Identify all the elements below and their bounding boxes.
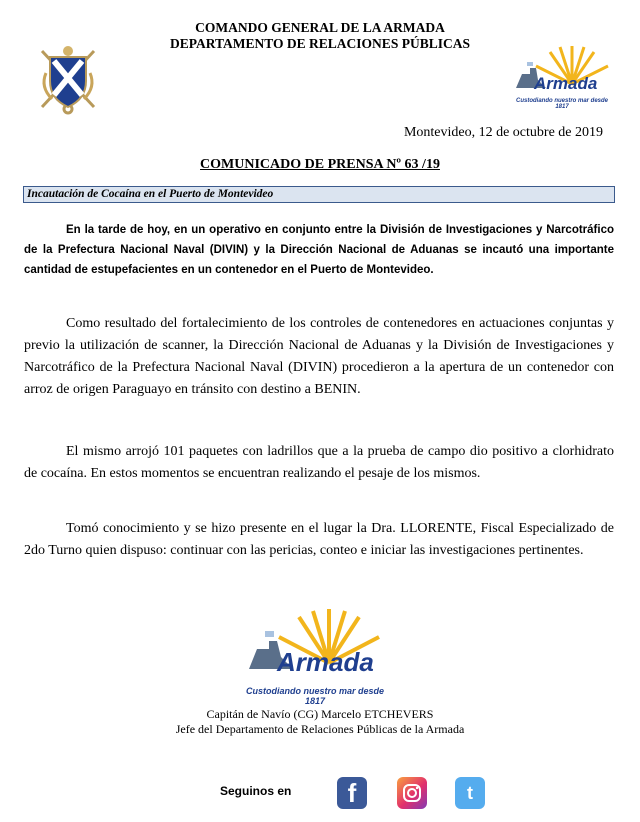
signatory-title: Jefe del Departamento de Relaciones Públicas de la Armada	[175, 722, 465, 736]
signatory-name: Capitán de Navío (CG) Marcelo ETCHEVERS	[206, 707, 434, 721]
facebook-glyph: f	[347, 777, 357, 808]
subject-banner: Incautación de Cocaína en el Puerto de Montevideo	[23, 186, 615, 203]
body-paragraph-4-text: Tomó conocimiento y se hizo presente en el lugar la Dra. LLORENTE, Fiscal Especializado de 2do Turno quien dispuso: continuar con las pericias, conteo e iniciar las investigaciones pertinentes.	[24, 521, 614, 558]
naval-crest-logo	[32, 43, 104, 115]
body-paragraph-2	[24, 313, 614, 401]
body-paragraph-2-text: Como resultado del fortalecimiento de los controles de contenedores en actuaciones conjuntas y previo la utilización de scanner, la Dirección Nacional de Aduanas y la División de Investigaciones y Narcotráfico de la Prefectura Nacional Naval (DIVIN) procedieron a la apertura de un contenedor con arroz de origen Paraguayo en tránsito con destino a BENIN.	[24, 316, 614, 397]
armada-wordmark: Armada	[534, 74, 598, 93]
document-date: Montevideo, 12 de octubre de 2019	[403, 125, 603, 140]
lead-paragraph	[24, 220, 614, 280]
body-paragraph-4	[24, 518, 614, 562]
body-paragraph-3-text: El mismo arrojó 101 paquetes con ladrillos que a la prueba de campo dio positivo a clorhidrato de cocaína. En estos momentos se encuentran realizando el pesaje de los mismos.	[24, 444, 614, 481]
armada-tagline: Custodiando nuestro mar desde 1817	[515, 98, 608, 110]
armada-logo-top	[512, 44, 612, 110]
armada-wordmark: Armada	[277, 647, 374, 677]
header-org-line1: COMANDO GENERAL DE LA ARMADA	[195, 20, 445, 35]
twitter-glyph: t	[467, 782, 473, 803]
armada-tagline: Custodiando nuestro mar desde 1817	[245, 686, 385, 706]
lead-paragraph-text: En la tarde de hoy, en un operativo en conjunto entre la División de Investigaciones y Narcotráfico de la Prefectura Nacional Naval (DIVIN) y la Dirección Nacional de Aduanas se incautó una importante cantidad de estupefacientes en un contenedor en el Puerto de Montevideo.	[24, 224, 614, 276]
header-org-line2: DEPARTAMENTO DE RELACIONES PÚBLICAS	[170, 36, 470, 51]
camera-icon	[402, 783, 422, 803]
instagram-icon[interactable]	[397, 777, 427, 809]
document-title: COMUNICADO DE PRENSA Nº 63 /19	[200, 157, 440, 172]
follow-us-label: Seguinos en	[220, 784, 292, 798]
facebook-icon[interactable]	[337, 777, 367, 809]
body-paragraph-3	[24, 441, 614, 485]
armada-logo-bottom	[245, 607, 385, 706]
twitter-icon[interactable]	[455, 777, 485, 809]
